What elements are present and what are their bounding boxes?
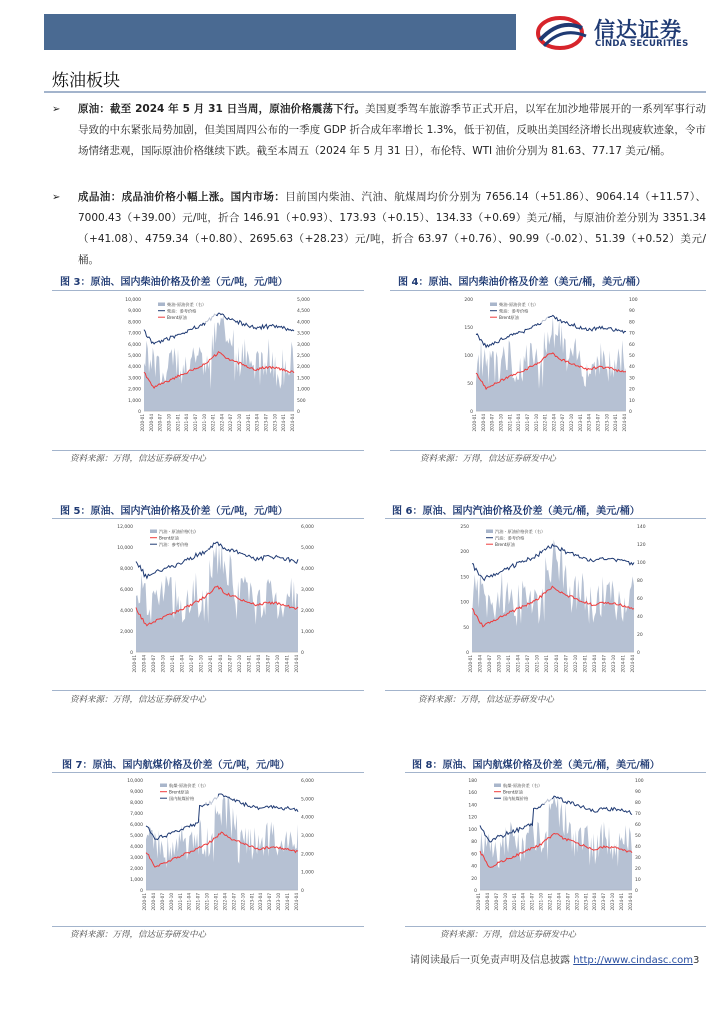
left-tick-label: 2,000 xyxy=(130,867,143,872)
x-tick-label: 2022-01 xyxy=(547,893,553,911)
x-tick-label: 2022-04 xyxy=(553,655,559,673)
figure-title: 图 8：原油、国内航煤价格及价差（美元/桶，美元/桶） xyxy=(412,760,660,771)
bullet-arrow-icon: ➢ xyxy=(52,192,61,203)
left-tick-label: 10,000 xyxy=(117,546,133,551)
x-tick-label: 2021-07 xyxy=(524,414,530,432)
x-tick-label: 2021-01 xyxy=(170,655,176,673)
x-tick-label: 2020-01 xyxy=(140,414,145,432)
right-tick-label: 1,500 xyxy=(297,376,310,382)
x-tick-label: 2021-01 xyxy=(507,414,513,432)
figure-source: 资料来源：万得，信达证券研发中心 xyxy=(440,930,577,940)
figure-source: 资料来源：万得，信达证券研发中心 xyxy=(70,930,207,940)
x-tick-label: 2024-04 xyxy=(294,893,299,911)
x-tick-label: 2020-01 xyxy=(472,414,477,432)
left-tick-label: 3,000 xyxy=(130,856,143,861)
x-tick-label: 2022-07 xyxy=(563,655,569,673)
left-tick-label: 0 xyxy=(470,410,473,415)
left-tick-label: 7,000 xyxy=(128,331,141,337)
figure-4-chart xyxy=(444,293,654,445)
right-tick-label: 4,000 xyxy=(301,567,314,572)
left-tick-label: 1,000 xyxy=(128,398,141,404)
right-tick-label: 0 xyxy=(297,410,300,415)
right-tick-label: 40 xyxy=(629,365,635,371)
x-tick-label: 2024-01 xyxy=(613,414,619,432)
legend-label: 国内航煤价格 xyxy=(503,795,529,801)
right-tick-label: 120 xyxy=(637,543,646,548)
x-tick-label: 2020-01 xyxy=(142,893,147,911)
left-tick-label: 4,000 xyxy=(128,365,141,371)
x-tick-label: 2022-04 xyxy=(556,893,562,911)
figure-rule xyxy=(52,450,364,451)
right-tick-label: 10 xyxy=(635,878,641,883)
x-tick-label: 2022-10 xyxy=(574,893,580,911)
left-tick-label: 6,000 xyxy=(120,588,133,593)
x-tick-label: 2022-10 xyxy=(240,893,246,911)
paragraph-products xyxy=(52,187,706,271)
cinda-logo xyxy=(532,12,712,52)
right-tick-label: 1,000 xyxy=(297,387,310,393)
x-tick-label: 2020-07 xyxy=(151,655,157,673)
x-tick-label: 2021-07 xyxy=(192,414,198,432)
right-tick-label: 5,000 xyxy=(301,546,314,551)
x-tick-label: 2022-10 xyxy=(237,414,243,432)
x-tick-label: 2020-07 xyxy=(487,655,493,673)
legend-swatch xyxy=(150,530,157,534)
legend-label: Brent原油 xyxy=(169,789,189,795)
figure-rule xyxy=(390,450,706,451)
page-number: 3 xyxy=(692,955,700,966)
left-tick-label: 20 xyxy=(471,876,477,882)
figure-title: 图 7：原油、国内航煤价格及价差（元/吨，元/吨） xyxy=(62,760,290,771)
right-tick-label: 40 xyxy=(635,845,641,850)
legend-label: 柴油-原油价差（右） xyxy=(499,301,539,307)
left-tick-label: 50 xyxy=(467,382,473,387)
x-tick-label: 2021-01 xyxy=(177,893,183,911)
paragraph-lead: 原油：截至 2024 年 5 月 31 日当周，原油价格震荡下行。 xyxy=(78,103,366,115)
x-tick-label: 2020-07 xyxy=(493,893,499,911)
left-tick-label: 10,000 xyxy=(125,298,141,303)
right-tick-label: 2,000 xyxy=(301,609,314,614)
right-tick-label: 1,000 xyxy=(301,630,314,635)
right-tick-label: 2,000 xyxy=(301,852,314,858)
left-tick-label: 9,000 xyxy=(128,309,141,315)
right-tick-label: 4,000 xyxy=(301,815,314,821)
left-tick-label: 7,000 xyxy=(130,812,143,817)
left-tick-label: 50 xyxy=(463,625,469,631)
x-tick-label: 2024-01 xyxy=(620,655,626,673)
paragraph-body: 美国夏季驾车旅游季节正式开启，以军在加沙地带展开的一系列军事行动导致的中东紧张局势加剧，但美国周四公布的一季度 GDP 折合成年率增长 1.3%，低于初值，反映出美国经济增长出现疲软迹象，令市场情绪悲观，国际原油价格继续下跌。截至本周五（2024 年 5 月 31 日），布伦特、WTI 油价分别为 81.63、77.17 美元/桶。 xyxy=(78,103,707,157)
x-tick-label: 2022-10 xyxy=(569,414,575,432)
right-tick-label: 80 xyxy=(637,579,643,584)
right-tick-label: 0 xyxy=(637,651,640,656)
x-tick-label: 2021-10 xyxy=(204,893,210,911)
x-tick-label: 2021-10 xyxy=(534,655,540,673)
x-tick-label: 2020-10 xyxy=(496,655,502,673)
left-tick-label: 6,000 xyxy=(130,823,143,828)
figure-8-chart xyxy=(448,774,660,924)
figure-3-chart xyxy=(112,293,322,445)
legend-label: 汽油 - 原油价格(右) xyxy=(159,528,196,534)
right-tick-label: 100 xyxy=(635,779,644,784)
x-tick-label: 2022-07 xyxy=(231,893,237,911)
right-tick-label: 0 xyxy=(301,651,304,656)
right-tick-label: 100 xyxy=(629,298,638,303)
bullet-arrow-icon: ➢ xyxy=(52,104,61,115)
right-tick-label: 0 xyxy=(629,410,632,415)
x-tick-label: 2020-04 xyxy=(477,655,483,673)
figure-title: 图 4：原油、国内柴油价格及价差（美元/桶，美元/桶） xyxy=(398,277,646,288)
right-tick-label: 0 xyxy=(301,889,304,894)
x-tick-label: 2022-07 xyxy=(227,655,233,673)
x-tick-label: 2022-04 xyxy=(551,414,557,432)
left-tick-label: 8,000 xyxy=(130,801,143,806)
x-tick-label: 2023-01 xyxy=(582,655,588,673)
x-tick-label: 2020-04 xyxy=(150,893,156,911)
x-tick-label: 2021-07 xyxy=(529,893,535,911)
left-tick-label: 0 xyxy=(474,889,477,894)
figure-rule xyxy=(390,290,706,291)
left-tick-label: 150 xyxy=(464,326,473,331)
x-tick-label: 2021-10 xyxy=(198,655,204,673)
x-tick-label: 2022-04 xyxy=(219,414,225,432)
legend-label: Brent原油 xyxy=(159,535,179,541)
x-tick-label: 2020-07 xyxy=(489,414,495,432)
left-tick-label: 180 xyxy=(468,779,477,784)
x-tick-label: 2023-01 xyxy=(577,414,583,432)
x-tick-label: 2022-04 xyxy=(222,893,228,911)
x-tick-label: 2021-04 xyxy=(186,893,192,911)
x-tick-label: 2024-01 xyxy=(281,414,287,432)
legend-swatch xyxy=(490,303,497,307)
right-tick-label: 4,500 xyxy=(297,309,310,315)
x-tick-label: 2023-04 xyxy=(254,414,260,432)
left-tick-label: 2,000 xyxy=(128,387,141,393)
x-tick-label: 2023-10 xyxy=(610,893,616,911)
legend-label: 航煤-原油价差（右） xyxy=(503,782,543,788)
right-tick-label: 60 xyxy=(635,823,641,828)
left-tick-label: 8,000 xyxy=(128,320,141,326)
x-tick-label: 2021-07 xyxy=(195,893,201,911)
x-tick-label: 2021-04 xyxy=(516,414,522,432)
legend-swatch xyxy=(494,784,501,788)
x-tick-label: 2023-04 xyxy=(255,655,261,673)
x-tick-label: 2020-07 xyxy=(159,893,165,911)
x-tick-label: 2024-04 xyxy=(622,414,627,432)
left-tick-label: 40 xyxy=(471,864,477,870)
figure-source: 资料来源：万得，信达证券研发中心 xyxy=(418,695,555,705)
figure-rule xyxy=(52,518,364,519)
title-divider xyxy=(44,91,706,93)
right-tick-label: 60 xyxy=(629,342,635,348)
x-tick-label: 2023-10 xyxy=(272,414,278,432)
figure-rule xyxy=(52,772,364,773)
figure-rule xyxy=(52,690,364,691)
header-band xyxy=(44,14,516,50)
x-tick-label: 2020-04 xyxy=(480,414,486,432)
x-tick-label: 2021-04 xyxy=(179,655,185,673)
x-tick-label: 2023-10 xyxy=(604,414,610,432)
left-tick-label: 3,000 xyxy=(128,376,141,382)
right-tick-label: 500 xyxy=(297,398,306,404)
right-tick-label: 3,500 xyxy=(297,331,310,337)
left-tick-label: 10,000 xyxy=(127,779,143,784)
legend-label: 汽油：参考价格 xyxy=(159,541,189,547)
paragraph-lead: 成品油：成品油价格小幅上涨。国内市场： xyxy=(78,191,286,203)
right-tick-label: 0 xyxy=(635,889,638,894)
right-tick-label: 2,000 xyxy=(297,365,310,371)
x-tick-label: 2023-04 xyxy=(258,893,264,911)
figure-rule xyxy=(52,926,364,927)
x-tick-label: 2023-01 xyxy=(583,893,589,911)
legend-label: Brent原油 xyxy=(495,541,515,547)
figure-source: 资料来源：万得，信达证券研发中心 xyxy=(70,454,207,464)
right-tick-label: 70 xyxy=(629,331,635,337)
section-title: 炼油板块 xyxy=(52,71,120,91)
cinda-globe-icon xyxy=(532,12,592,52)
right-tick-label: 80 xyxy=(635,801,641,806)
right-tick-label: 20 xyxy=(635,867,641,872)
figure-6-chart xyxy=(440,520,662,686)
legend-label: 汽油：参考价格 xyxy=(495,535,525,541)
right-tick-label: 50 xyxy=(635,834,641,839)
left-tick-label: 0 xyxy=(130,651,133,656)
left-tick-label: 160 xyxy=(468,791,477,797)
x-tick-label: 2021-01 xyxy=(506,655,512,673)
x-tick-label: 2020-10 xyxy=(160,655,166,673)
legend-swatch xyxy=(158,303,165,307)
x-tick-label: 2024-01 xyxy=(619,893,625,911)
right-tick-label: 5,000 xyxy=(301,797,314,803)
x-tick-label: 2022-01 xyxy=(213,893,219,911)
figure-source: 资料来源：万得，信达证券研发中心 xyxy=(70,695,207,705)
spread-area-series xyxy=(480,796,632,890)
figure-rule xyxy=(385,518,706,519)
figure-title: 图 5：原油、国内汽油价格及价差（元/吨，元/吨） xyxy=(60,506,288,517)
x-tick-label: 2020-01 xyxy=(468,655,473,673)
left-tick-label: 4,000 xyxy=(120,609,133,614)
right-tick-label: 30 xyxy=(629,376,635,382)
x-tick-label: 2021-10 xyxy=(533,414,539,432)
right-tick-label: 20 xyxy=(637,633,643,638)
x-tick-label: 2021-01 xyxy=(175,414,181,432)
spread-area-series xyxy=(476,317,626,411)
x-tick-label: 2023-07 xyxy=(267,893,273,911)
x-tick-label: 2023-04 xyxy=(586,414,592,432)
left-tick-label: 120 xyxy=(468,815,477,821)
right-tick-label: 70 xyxy=(635,812,641,817)
right-tick-label: 3,000 xyxy=(301,834,314,839)
left-tick-label: 1,000 xyxy=(130,878,143,883)
left-tick-label: 8,000 xyxy=(120,567,133,572)
x-tick-label: 2024-04 xyxy=(294,655,299,673)
x-tick-label: 2020-10 xyxy=(498,414,504,432)
right-tick-label: 1,000 xyxy=(301,870,314,876)
x-tick-label: 2023-07 xyxy=(601,655,607,673)
x-tick-label: 2023-04 xyxy=(592,893,598,911)
legend-swatch xyxy=(486,530,493,534)
right-tick-label: 40 xyxy=(637,615,643,620)
x-tick-label: 2021-07 xyxy=(525,655,531,673)
logo-english: CINDA SECURITIES xyxy=(595,39,689,49)
right-tick-label: 5,000 xyxy=(297,298,310,303)
right-tick-label: 30 xyxy=(635,856,641,861)
x-tick-label: 2022-07 xyxy=(228,414,234,432)
x-tick-label: 2024-04 xyxy=(290,414,295,432)
left-tick-label: 4,000 xyxy=(130,845,143,850)
right-tick-label: 2,500 xyxy=(297,354,310,359)
right-tick-label: 100 xyxy=(637,561,646,566)
figure-title: 图 6：原油、国内汽油价格及价差（美元/桶，美元/桶） xyxy=(392,506,640,517)
left-tick-label: 100 xyxy=(460,600,469,606)
figure-5-chart xyxy=(104,520,326,686)
disclaimer-note: 请阅读最后一页免责声明及信息披露 xyxy=(410,955,570,966)
left-tick-label: 150 xyxy=(460,575,469,581)
paragraph-crude xyxy=(52,99,706,162)
x-tick-label: 2023-07 xyxy=(595,414,601,432)
x-tick-label: 2021-04 xyxy=(520,893,526,911)
x-tick-label: 2022-07 xyxy=(565,893,571,911)
figure-title: 图 3：原油、国内柴油价格及价差（元/吨，元/吨） xyxy=(60,277,288,288)
right-tick-label: 90 xyxy=(629,309,635,315)
figure-rule xyxy=(405,772,706,773)
logo-chinese: 信达证券 xyxy=(594,18,682,42)
legend-label: 国内航煤价格 xyxy=(169,795,195,801)
legend-label: Brent原油 xyxy=(167,314,187,320)
x-tick-label: 2021-04 xyxy=(184,414,190,432)
left-tick-label: 250 xyxy=(460,525,469,530)
x-tick-label: 2020-01 xyxy=(132,655,137,673)
figure-rule xyxy=(405,926,706,927)
left-tick-label: 200 xyxy=(464,298,473,303)
x-tick-label: 2021-10 xyxy=(538,893,544,911)
x-tick-label: 2024-04 xyxy=(630,655,635,673)
right-tick-label: 140 xyxy=(637,525,646,530)
x-tick-label: 2020-04 xyxy=(141,655,147,673)
x-tick-label: 2021-04 xyxy=(515,655,521,673)
left-tick-label: 6,000 xyxy=(128,342,141,348)
left-tick-label: 0 xyxy=(138,410,141,415)
figure-rule xyxy=(52,290,364,291)
right-tick-label: 6,000 xyxy=(301,779,314,784)
x-tick-label: 2021-10 xyxy=(201,414,207,432)
right-tick-label: 60 xyxy=(637,597,643,602)
right-tick-label: 6,000 xyxy=(301,525,314,530)
right-tick-label: 3,000 xyxy=(297,342,310,348)
left-tick-label: 12,000 xyxy=(117,525,133,530)
x-tick-label: 2023-10 xyxy=(274,655,280,673)
left-tick-label: 100 xyxy=(464,354,473,359)
x-tick-label: 2022-07 xyxy=(560,414,566,432)
left-tick-label: 0 xyxy=(466,651,469,656)
left-tick-label: 0 xyxy=(140,889,143,894)
page-footer xyxy=(410,951,699,966)
right-tick-label: 20 xyxy=(629,387,635,393)
x-tick-label: 2024-01 xyxy=(285,893,291,911)
legend-label: Brent原油 xyxy=(503,789,523,795)
left-tick-label: 5,000 xyxy=(130,834,143,839)
x-tick-label: 2023-10 xyxy=(610,655,616,673)
x-tick-label: 2022-10 xyxy=(572,655,578,673)
legend-label: 航煤-原油价差（右） xyxy=(169,782,209,788)
x-tick-label: 2020-07 xyxy=(157,414,163,432)
x-tick-label: 2020-10 xyxy=(166,414,172,432)
legend-label: 汽油 - 原油价格价差（右） xyxy=(495,528,546,534)
x-tick-label: 2020-10 xyxy=(502,893,508,911)
right-tick-label: 50 xyxy=(629,354,635,359)
website-link[interactable]: http://www.cindasc.com xyxy=(573,955,693,966)
x-tick-label: 2023-01 xyxy=(245,414,251,432)
x-tick-label: 2023-01 xyxy=(246,655,252,673)
legend-label: 柴油：参考价格 xyxy=(167,308,197,314)
x-tick-label: 2023-07 xyxy=(601,893,607,911)
x-tick-label: 2023-04 xyxy=(591,655,597,673)
spread-area-series xyxy=(144,316,294,411)
x-tick-label: 2022-01 xyxy=(542,414,548,432)
x-tick-label: 2023-07 xyxy=(263,414,269,432)
left-tick-label: 9,000 xyxy=(130,790,143,795)
legend-label: 柴油：参考价格 xyxy=(499,308,529,314)
x-tick-label: 2020-04 xyxy=(148,414,154,432)
x-tick-label: 2022-04 xyxy=(217,655,223,673)
left-tick-label: 80 xyxy=(471,840,477,846)
legend-swatch xyxy=(160,784,167,788)
figure-source: 资料来源：万得，信达证券研发中心 xyxy=(420,454,557,464)
left-tick-label: 200 xyxy=(460,550,469,556)
legend-label: 柴油-原油价差（右） xyxy=(167,301,207,307)
left-tick-label: 5,000 xyxy=(128,354,141,359)
x-tick-label: 2024-04 xyxy=(628,893,633,911)
figure-rule xyxy=(385,690,706,691)
right-tick-label: 80 xyxy=(629,320,635,326)
left-tick-label: 60 xyxy=(471,852,477,858)
right-tick-label: 4,000 xyxy=(297,320,310,326)
spread-area-series xyxy=(146,796,298,890)
x-tick-label: 2020-01 xyxy=(476,893,481,911)
x-tick-label: 2021-01 xyxy=(511,893,517,911)
x-tick-label: 2020-04 xyxy=(484,893,490,911)
right-tick-label: 3,000 xyxy=(301,588,314,593)
left-tick-label: 2,000 xyxy=(120,630,133,635)
paragraph-body: 目前国内柴油、汽油、航煤周均价分别为 7656.14（+51.86）、9064.14（+11.57）、7000.43（+39.00）元/吨，折合 146.91（+0.93）、173.93（+0.15）、134.33（+0.69）美元/桶，与原油价差分别为 3351.34（+41.08）、4759.34（+0.80）、2695.63（+28.23）元/吨，折合 63.97（+0.76）、90.99（-0.02）、51.39（+0.52）美元/桶。 xyxy=(78,191,706,266)
figure-7-chart xyxy=(114,774,326,924)
x-tick-label: 2023-10 xyxy=(276,893,282,911)
x-tick-label: 2024-01 xyxy=(284,655,290,673)
legend-label: Brent原油 xyxy=(499,314,519,320)
x-tick-label: 2023-01 xyxy=(249,893,255,911)
x-tick-label: 2020-10 xyxy=(168,893,174,911)
right-tick-label: 90 xyxy=(635,790,641,795)
x-tick-label: 2022-01 xyxy=(208,655,214,673)
x-tick-label: 2022-01 xyxy=(544,655,550,673)
x-tick-label: 2022-10 xyxy=(236,655,242,673)
left-tick-label: 140 xyxy=(468,803,477,809)
x-tick-label: 2023-07 xyxy=(265,655,271,673)
left-tick-label: 100 xyxy=(468,827,477,833)
x-tick-label: 2021-07 xyxy=(189,655,195,673)
right-tick-label: 10 xyxy=(629,398,635,404)
spread-area-series xyxy=(472,540,634,652)
x-tick-label: 2022-01 xyxy=(210,414,216,432)
